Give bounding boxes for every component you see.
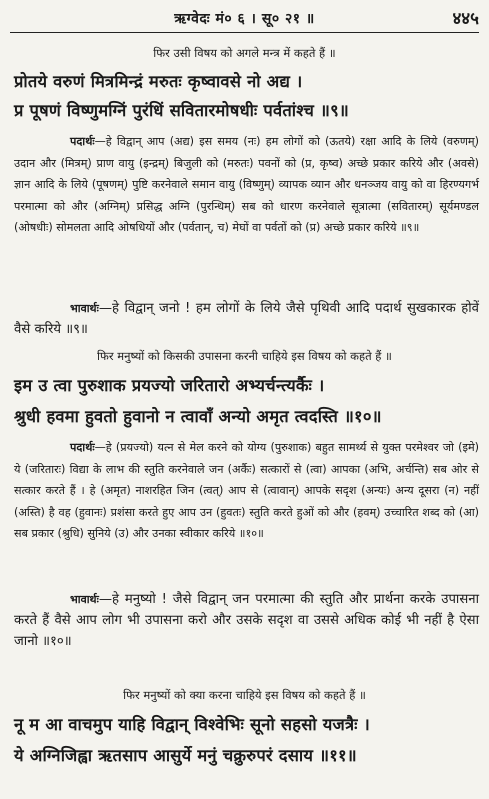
- mantra-11-line-1: नू म आ वाचमुप याहि विद्वान् विश्वेभिः सूनो सहसो यजत्रैः ।: [14, 715, 371, 734]
- mantra-11-line-2: ये अग्निजिह्वा ऋतसाप आसुर्ये मनुं चक्रुरुपरं दसाय ॥११॥: [14, 746, 357, 765]
- intro-text-3: फिर मनुष्यों को क्या करना चाहिये इस विषय को कहते हैं ॥: [123, 688, 366, 702]
- padartha-label: पदार्थः: [70, 441, 95, 454]
- mantra-10-line-1: इम उ त्वा पुरुशाक प्रयज्यो जरितारो अभ्यर्चन्त्यर्कैः ।: [14, 376, 325, 395]
- bhavartha-label: भावार्थः: [70, 302, 99, 315]
- bhavartha-text: —हे मनुष्यो ! जैसे विद्वान् जन परमात्मा की स्तुति और प्रार्थना करके उपासना करते हैं वैसे आप लोग भी उपासना करो और उसके सदृश वा उससे अधिक कोई भी नहीं है ऐसा जानो ॥१०॥: [14, 592, 479, 649]
- padartha-9: [14, 131, 479, 239]
- padartha-text: —हे (प्रयज्यो) यत्न से मेल करने को योग्य (पुरुशाक) बहुत सामर्थ्य से युक्त परमेश्वर जो (इमे) ये (जरितारः) विद्या के लाभ की स्तुति करनेवाले जन (अर्कैः) सत्कारों से (त्वा) आपका (अभि, अर्चन्ति) सब ओर से सत्कार करते हैं । हे (अमृत) नाशरहित जिन (त्वत्) आप से (त्वावान्) आपके सदृश (अन्यः) अन्य दूसरा (न) नहीं (अस्ति) है वह (हुवानः) प्रशंसा करते हुए आप उन (हुवतः) स्तुति करते हुओं को और (हवम्) उच्चारित शब्द को (आ) सब प्रकार (श्रुधि) सुनिये (उ) और उनका स्वीकार करिये ॥१०॥: [14, 441, 479, 540]
- mantra-10-line-2: श्रुधी हवमा हुवतो हुवानो न त्वावाँ अन्यो अमृत त्वदस्ति ॥१०॥: [14, 407, 382, 426]
- mantra-9-line-1: प्रोतये वरुणं मित्रमिन्द्रं मरुतः कृष्वावसे नो अद्य ।: [14, 72, 303, 91]
- bhavartha-9: [14, 298, 479, 340]
- bhavartha-text: —हे विद्वान् जनो ! हम लोगों के लिये जैसे पृथिवी आदि पदार्थ सुखकारक होवें वैसे करिये ॥९॥: [14, 301, 479, 337]
- padartha-label: पदार्थः: [70, 135, 95, 148]
- page-number: ४४५: [452, 9, 479, 29]
- padartha-10: [14, 437, 479, 545]
- intro-text-1: फिर उसी विषय को अगले मन्त्र में कहते हैं ॥: [153, 46, 336, 60]
- bhavartha-10: [14, 589, 479, 652]
- bhavartha-label: भावार्थः: [70, 593, 99, 606]
- intro-text-2: फिर मनुष्यों को किसकी उपासना करनी चाहिये इस विषय को कहते हैं ॥: [97, 349, 392, 363]
- mantra-9-line-2: प्र पूषणं विष्णुमग्निं पुरंधिं सवितारमोषधीः पर्वतांश्च ॥९॥: [14, 101, 349, 120]
- running-title: ऋग्वेदः मं० ६ । सू० २१ ॥: [174, 11, 315, 27]
- padartha-text: —हे विद्वान् आप (अद्य) इस समय (नः) हम लोगों को (ऊतये) रक्षा आदि के लिये (वरुणम्) उदान और (मित्रम्) प्राण वायु (इन्द्रम्) बिजुली को (मरुतः) पवनों को (प्र, कृष्व) अच्छे प्रकार करिये और (अवसे) ज्ञान आदि के लिये (पूषणम्) पुष्टि करनेवाले समान वायु (विष्णुम्) व्यापक व्यान और धनञ्जय वायु को वा हिरण्यगर्भ परमात्मा को और (अग्निम्) प्रसिद्ध अग्नि (पुरन्धिम्) सब को धारण करनेवाले सूत्रात्मा (सवितारम्) सूर्यमण्डल (ओषधीः) सोमलता आदि ओषधियों और (पर्वतान्, च) मेघों वा पर्वतों को (प्र) अच्छे प्रकार करिये ॥९॥: [14, 135, 479, 234]
- page-header: [10, 6, 479, 33]
